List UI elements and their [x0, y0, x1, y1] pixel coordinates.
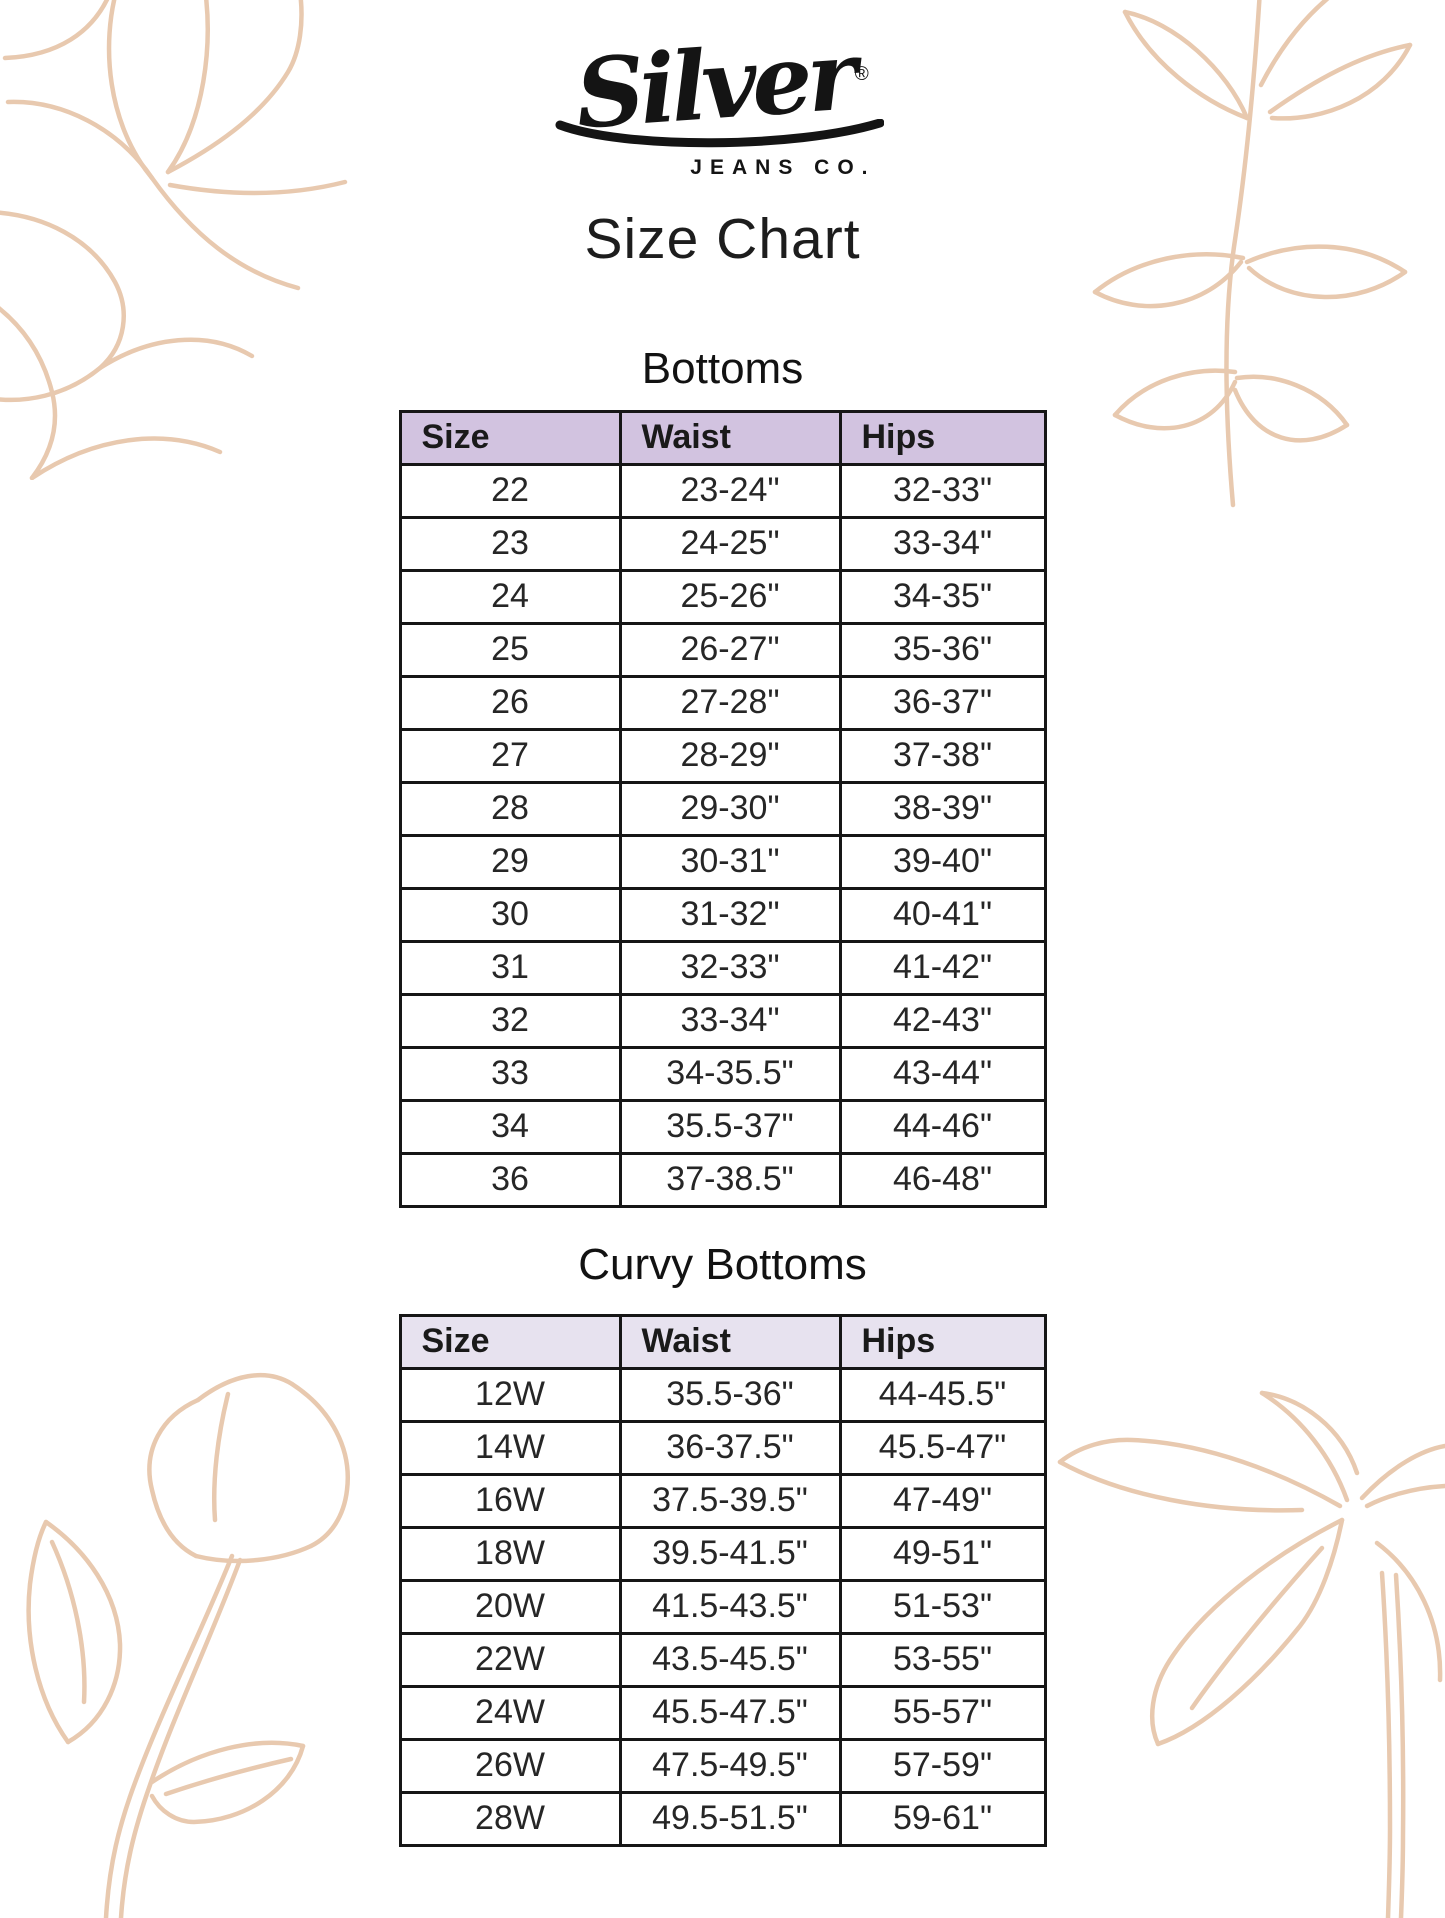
- curvy-bottoms-size-table: [399, 1314, 1047, 1847]
- table-cell: 40-41": [840, 888, 1045, 941]
- table-cell: 29-30": [620, 782, 840, 835]
- table-cell: 47-49": [840, 1474, 1045, 1527]
- brand-logo: [568, 20, 878, 180]
- table-cell: 36: [400, 1153, 620, 1206]
- table-cell: 35.5-36": [620, 1368, 840, 1421]
- table-cell: 39.5-41.5": [620, 1527, 840, 1580]
- table-cell: 32-33": [620, 941, 840, 994]
- table-cell: 27: [400, 729, 620, 782]
- table-row: [400, 1792, 1045, 1845]
- table-row: [400, 517, 1045, 570]
- table-row: [400, 676, 1045, 729]
- table-row: [400, 1421, 1045, 1474]
- table-cell: 55-57": [840, 1686, 1045, 1739]
- table-cell: 29: [400, 835, 620, 888]
- table-cell: 46-48": [840, 1153, 1045, 1206]
- table-row: [400, 729, 1045, 782]
- table-cell: 23: [400, 517, 620, 570]
- table-cell: 43-44": [840, 1047, 1045, 1100]
- table-cell: 59-61": [840, 1792, 1045, 1845]
- column-header-hips: Hips: [840, 411, 1045, 464]
- table-cell: 37.5-39.5": [620, 1474, 840, 1527]
- table-cell: 30: [400, 888, 620, 941]
- table-cell: 26W: [400, 1739, 620, 1792]
- table-cell: 26: [400, 676, 620, 729]
- table-cell: 36-37.5": [620, 1421, 840, 1474]
- table-cell: 33: [400, 1047, 620, 1100]
- table-row: [400, 464, 1045, 517]
- table-cell: 44-46": [840, 1100, 1045, 1153]
- table-cell: 16W: [400, 1474, 620, 1527]
- table-row: [400, 1100, 1045, 1153]
- table-row: [400, 1580, 1045, 1633]
- table-row: [400, 1527, 1045, 1580]
- table-cell: 51-53": [840, 1580, 1045, 1633]
- brand-subtext: JEANS CO.: [690, 155, 876, 179]
- section-title-curvy-bottoms: Curvy Bottoms: [578, 1239, 867, 1289]
- column-header-hips: Hips: [840, 1315, 1045, 1368]
- table-cell: 22: [400, 464, 620, 517]
- table-row: [400, 1368, 1045, 1421]
- table-cell: 22W: [400, 1633, 620, 1686]
- table-row: [400, 1633, 1045, 1686]
- table-row: [400, 994, 1045, 1047]
- table-cell: 26-27": [620, 623, 840, 676]
- table-cell: 14W: [400, 1421, 620, 1474]
- table-header-row: [400, 411, 1045, 464]
- table-body: [400, 1368, 1045, 1845]
- table-row: [400, 570, 1045, 623]
- table-row: [400, 1686, 1045, 1739]
- table-cell: 38-39": [840, 782, 1045, 835]
- brand-wordmark-row: [568, 20, 878, 151]
- table-cell: 23-24": [620, 464, 840, 517]
- table-cell: 18W: [400, 1527, 620, 1580]
- table-row: [400, 888, 1045, 941]
- table-cell: 47.5-49.5": [620, 1739, 840, 1792]
- table-cell: 34-35": [840, 570, 1045, 623]
- table-cell: 53-55": [840, 1633, 1045, 1686]
- column-header-size: Size: [400, 1315, 620, 1368]
- table-header: [400, 1315, 1045, 1368]
- table-row: [400, 1047, 1045, 1100]
- table-row: [400, 782, 1045, 835]
- table-cell: 33-34": [840, 517, 1045, 570]
- table-row: [400, 1153, 1045, 1206]
- table-row: [400, 835, 1045, 888]
- table-cell: 41-42": [840, 941, 1045, 994]
- table-cell: 42-43": [840, 994, 1045, 1047]
- table-cell: 32-33": [840, 464, 1045, 517]
- table-cell: 45.5-47.5": [620, 1686, 840, 1739]
- table-row: [400, 1739, 1045, 1792]
- table-cell: 28-29": [620, 729, 840, 782]
- page-title: Size Chart: [584, 206, 861, 271]
- table-body: [400, 464, 1045, 1206]
- table-cell: 35-36": [840, 623, 1045, 676]
- table-cell: 25: [400, 623, 620, 676]
- table-row: [400, 941, 1045, 994]
- table-cell: 24-25": [620, 517, 840, 570]
- table-header-row: [400, 1315, 1045, 1368]
- table-cell: 49.5-51.5": [620, 1792, 840, 1845]
- table-cell: 37-38": [840, 729, 1045, 782]
- column-header-size: Size: [400, 411, 620, 464]
- section-title-bottoms: Bottoms: [641, 343, 804, 393]
- table-cell: 49-51": [840, 1527, 1045, 1580]
- table-cell: 20W: [400, 1580, 620, 1633]
- table-cell: 45.5-47": [840, 1421, 1045, 1474]
- brand-script-wordmark: Silver: [572, 20, 857, 151]
- table-row: [400, 1474, 1045, 1527]
- table-cell: 34-35.5": [620, 1047, 840, 1100]
- bottoms-size-table: [399, 410, 1047, 1208]
- table-cell: 44-45.5": [840, 1368, 1045, 1421]
- table-cell: 31-32": [620, 888, 840, 941]
- table-cell: 34: [400, 1100, 620, 1153]
- table-cell: 24W: [400, 1686, 620, 1739]
- table-cell: 41.5-43.5": [620, 1580, 840, 1633]
- table-cell: 27-28": [620, 676, 840, 729]
- table-cell: 32: [400, 994, 620, 1047]
- table-header: [400, 411, 1045, 464]
- table-cell: 35.5-37": [620, 1100, 840, 1153]
- table-cell: 25-26": [620, 570, 840, 623]
- table-row: [400, 623, 1045, 676]
- table-cell: 30-31": [620, 835, 840, 888]
- table-cell: 28: [400, 782, 620, 835]
- registered-trademark-symbol: ®: [854, 64, 869, 85]
- table-cell: 33-34": [620, 994, 840, 1047]
- table-cell: 24: [400, 570, 620, 623]
- table-cell: 43.5-45.5": [620, 1633, 840, 1686]
- table-cell: 36-37": [840, 676, 1045, 729]
- table-cell: 12W: [400, 1368, 620, 1421]
- table-cell: 39-40": [840, 835, 1045, 888]
- table-cell: 37-38.5": [620, 1153, 840, 1206]
- table-cell: 28W: [400, 1792, 620, 1845]
- table-cell: 31: [400, 941, 620, 994]
- column-header-waist: Waist: [620, 1315, 840, 1368]
- table-cell: 57-59": [840, 1739, 1045, 1792]
- column-header-waist: Waist: [620, 411, 840, 464]
